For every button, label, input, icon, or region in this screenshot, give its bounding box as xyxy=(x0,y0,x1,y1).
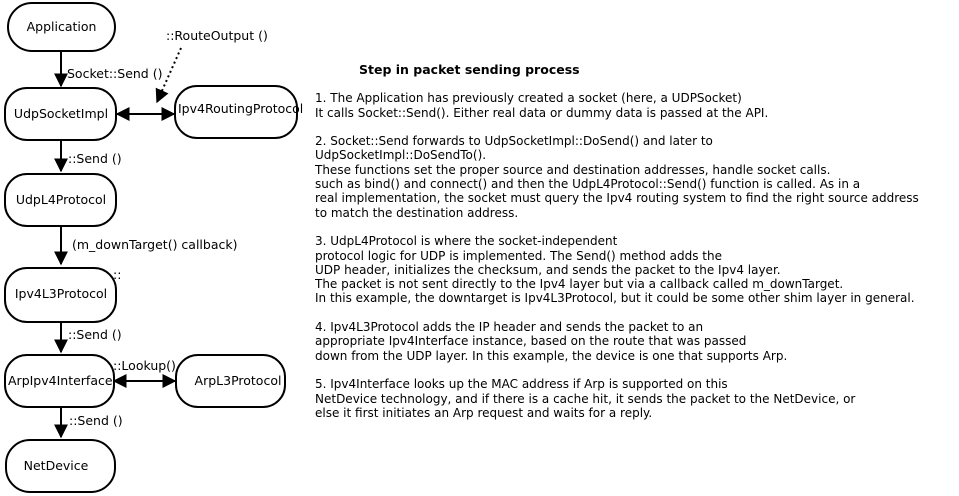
step-line: In this example, the downtarget is Ipv4L3Protocol, but it could be some other shim layer in general. xyxy=(315,291,915,306)
step-item xyxy=(315,134,955,220)
step-item xyxy=(315,377,955,420)
step-item xyxy=(315,320,955,363)
steps-list xyxy=(315,91,955,420)
node-ipv4routingprotocol-label: Ipv4RoutingProtocol xyxy=(178,101,304,116)
step-line: 5. Ipv4Interface looks up the MAC address if Arp is supported on this xyxy=(315,377,728,392)
node-arpipv4interface-label: ArpIpv4Interface xyxy=(8,373,113,388)
steps-title: Step in packet sending process xyxy=(359,62,580,77)
node-udpl4protocol xyxy=(5,174,116,226)
step-line: 3. UdpL4Protocol is where the socket-independent xyxy=(315,234,618,249)
edge-label-lookup: ::Lookup() xyxy=(113,358,176,373)
edge-label-iface-send: ::Send () xyxy=(69,413,123,428)
node-arpl3protocol xyxy=(176,355,285,407)
step-item xyxy=(315,234,955,305)
node-arpl3protocol-label: ArpL3Protocol xyxy=(194,373,282,388)
node-application-label: Application xyxy=(26,19,97,34)
step-line: It calls Socket::Send(). Either real data or dummy data is passed at the API. xyxy=(315,105,769,120)
node-udpl4protocol-label: UdpL4Protocol xyxy=(15,192,107,207)
node-arpipv4interface xyxy=(5,355,114,407)
edge-label-route-output: ::RouteOutput () xyxy=(166,28,268,43)
step-line: The packet is not sent directly to the Ipv4 layer but via a callback called m_downTarget. xyxy=(315,277,844,292)
step-line: protocol logic for UDP is implemented. The Send() method adds the xyxy=(315,248,722,263)
node-ipv4routingprotocol xyxy=(175,86,303,138)
edge-label-udp-send: ::Send () xyxy=(68,151,122,166)
step-item xyxy=(315,91,955,120)
step-line: These functions set the proper source and destination addresses, handle socket calls. xyxy=(315,162,831,177)
edge-label-down-target: (m_downTarget() callback) xyxy=(72,237,238,252)
step-line: such as bind() and connect() and then the UdpL4Protocol::Send() function is called. As in a xyxy=(315,177,861,192)
node-udpsocketimpl xyxy=(5,88,116,140)
step-line: appropriate Ipv4Interface instance, based on the route that was passed xyxy=(315,334,747,349)
step-line: NetDevice technology, and if there is a cache hit, it sends the packet to the NetDevice, or xyxy=(315,391,856,406)
edge-label-socket-send: Socket::Send () xyxy=(67,66,163,81)
node-udpsocketimpl-label: UdpSocketImpl xyxy=(13,106,109,121)
node-netdevice xyxy=(6,440,115,492)
node-application xyxy=(8,3,115,51)
step-line: else it first initiates an Arp request and waits for a reply. xyxy=(315,405,653,420)
step-line: UDP header, initializes the checksum, and sends the packet to the Ipv4 layer. xyxy=(315,262,781,277)
node-ipv4l3protocol xyxy=(5,268,116,322)
node-ipv4l3protocol-label: Ipv4L3Protocol xyxy=(14,286,108,301)
step-line: 1. The Application has previously created a socket (here, a UDPSocket) xyxy=(315,91,742,106)
edge-label-ipv4-colons: :: xyxy=(113,267,122,282)
step-line: 4. Ipv4L3Protocol adds the IP header and sends the packet to an xyxy=(315,320,704,335)
step-line: to match the destination address. xyxy=(315,205,519,220)
node-netdevice-label: NetDevice xyxy=(23,458,89,473)
step-line: real implementation, the socket must query the Ipv4 routing system to find the right source address xyxy=(315,191,919,206)
edge-label-ipv4-send: ::Send () xyxy=(68,327,122,342)
steps-panel xyxy=(315,63,955,434)
step-line: down from the UDP layer. In this example, the device is one that supports Arp. xyxy=(315,348,788,363)
step-line: 2. Socket::Send forwards to UdpSocketImpl::DoSend() and later to xyxy=(315,134,713,149)
step-line: UdpSocketImpl::DoSendTo(). xyxy=(315,148,487,163)
